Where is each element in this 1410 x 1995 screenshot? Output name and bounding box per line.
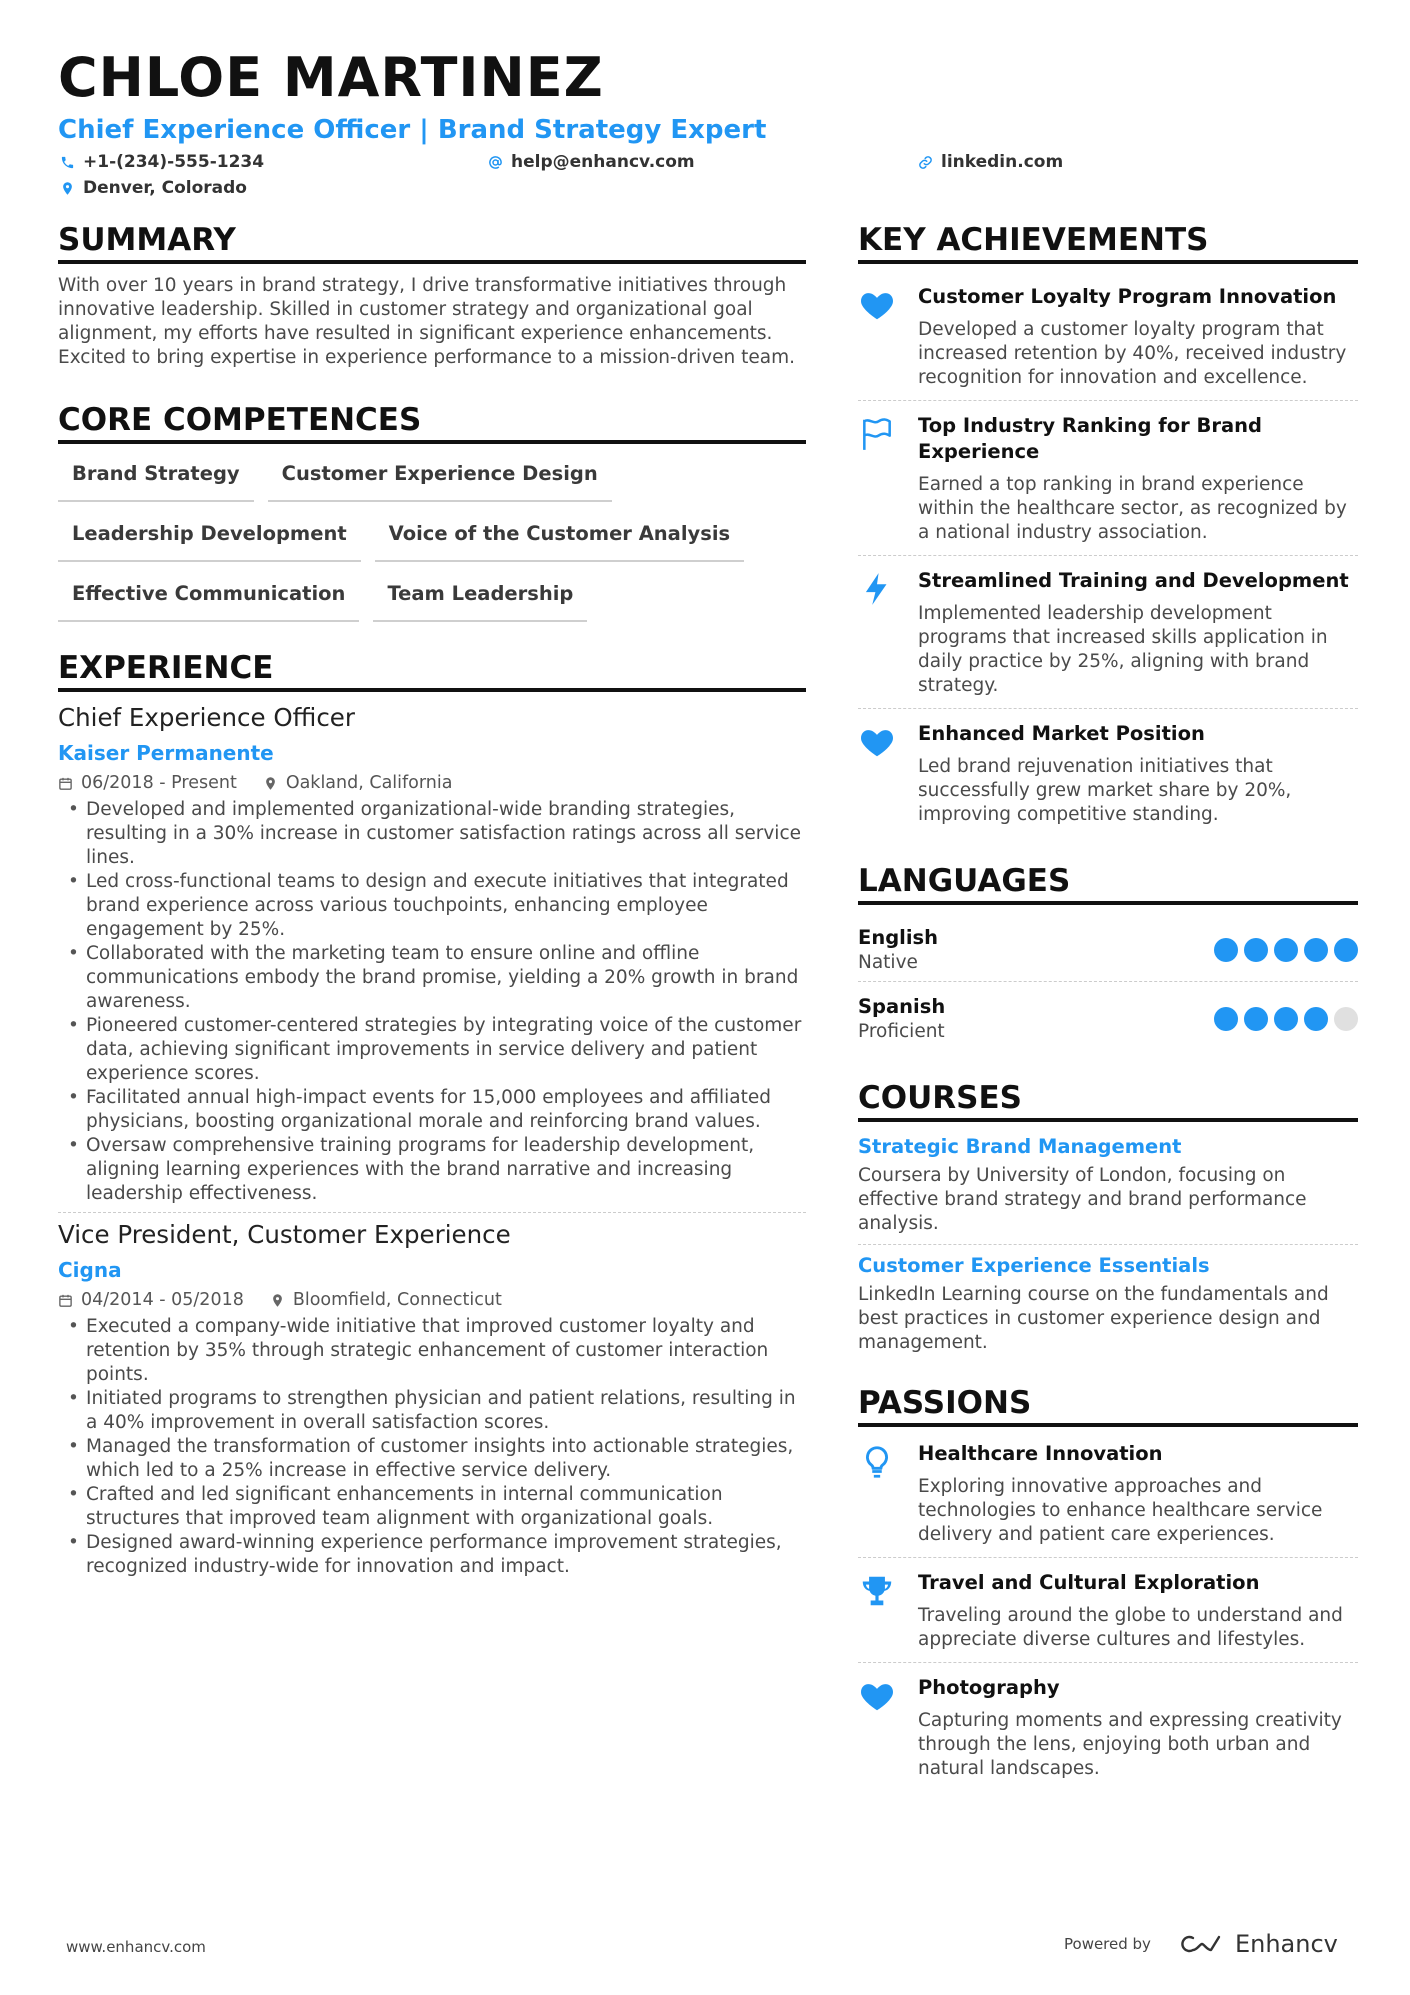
divider	[858, 1244, 1358, 1245]
competence-tag: Team Leadership	[373, 578, 587, 622]
language-item	[858, 915, 1358, 979]
language-rating	[1214, 1007, 1358, 1031]
heart-icon	[858, 1677, 896, 1715]
resume-header	[58, 44, 1358, 208]
passion-title: Photography	[918, 1676, 1060, 1699]
achievement-title: Top Industry Ranking for Brand Experience	[918, 414, 1262, 463]
courses-heading: COURSES	[858, 1078, 1358, 1122]
achievement-title: Enhanced Market Position	[918, 722, 1205, 745]
lightning-icon	[858, 570, 896, 608]
summary-text: With over 10 years in brand strategy, I drive transformative initiatives through innovative leadership. Skilled in customer strategy and organizational goal alignment, my efforts have resulted in significant experience enhancements. Excited to bring expertise in experience performance to a mission-driven team.	[58, 275, 795, 368]
job-bullet: • Designed award-winning experience performance improvement strategies, recognized industry-wide for innovation and impact.	[58, 1531, 806, 1579]
passion-title: Travel and Cultural Exploration	[918, 1571, 1260, 1594]
achievement-title: Customer Loyalty Program Innovation	[918, 285, 1337, 308]
passion-item	[858, 1437, 1358, 1555]
right-column	[858, 220, 1358, 1789]
passion-desc: Traveling around the globe to understand and appreciate diverse cultures and lifestyles.	[918, 1605, 1343, 1650]
contact-email[interactable]	[488, 152, 695, 172]
job-bullet: • Developed and implemented organizational-wide branding strategies, resulting in a 30% increase in customer satisfaction ratings across all service lines.	[58, 798, 806, 870]
location-pin-icon	[263, 776, 278, 791]
at-icon	[488, 155, 503, 170]
course-desc: LinkedIn Learning course on the fundamentals and best practices in customer experience design and management.	[858, 1284, 1329, 1353]
job-bullet: • Initiated programs to strengthen physician and patient relations, resulting in a 40% improvement in overall satisfaction scores.	[58, 1387, 806, 1435]
achievement-desc: Developed a customer loyalty program that increased retention by 40%, received industry recognition for innovation and excellence.	[918, 319, 1347, 388]
contact-location	[60, 178, 247, 198]
job-bullets	[58, 1315, 806, 1579]
achievements-heading: KEY ACHIEVEMENTS	[858, 220, 1358, 264]
job-location: Bloomfield, Connecticut	[292, 1290, 502, 1310]
link-icon	[918, 155, 933, 170]
course-item	[858, 1253, 1358, 1355]
company-name[interactable]: Cigna	[58, 1258, 122, 1282]
rating-dot-filled	[1244, 1007, 1268, 1031]
email-text: help@enhancv.com	[511, 152, 695, 172]
contact-linkedin[interactable]	[918, 152, 1063, 172]
brand-name: Enhancv	[1234, 1930, 1338, 1958]
footer	[0, 1930, 1410, 1970]
language-name: English	[858, 926, 939, 949]
divider	[58, 1212, 806, 1213]
job-bullet: • Facilitated annual high-impact events for 15,000 employees and affiliated physicians, boosting organizational morale and reinforcing brand values.	[58, 1086, 806, 1134]
competence-tag: Leadership Development	[58, 518, 361, 562]
competence-tag: Brand Strategy	[58, 458, 254, 502]
job-bullet: • Crafted and led significant enhancements in internal communication structures that improved team alignment with organizational goals.	[58, 1483, 806, 1531]
languages-heading: LANGUAGES	[858, 861, 1358, 905]
job-title: Vice President, Customer Experience	[58, 1220, 511, 1249]
footer-branding	[1064, 1930, 1338, 1958]
course-item	[858, 1132, 1358, 1236]
passion-title: Healthcare Innovation	[918, 1442, 1163, 1465]
achievement-item	[858, 274, 1358, 398]
linkedin-text: linkedin.com	[941, 152, 1064, 172]
passion-item	[858, 1665, 1358, 1789]
phone-icon	[60, 155, 75, 170]
job-bullet: • Led cross-functional teams to design and execute initiatives that integrated brand experience across various touchpoints, enhancing employee engagement by 25%.	[58, 870, 806, 942]
rating-dot-filled	[1334, 938, 1358, 962]
course-desc: Coursera by University of London, focusing on effective brand strategy and brand performance analysis.	[858, 1165, 1307, 1234]
experience-heading: EXPERIENCE	[58, 648, 806, 692]
competence-tag: Effective Communication	[58, 578, 359, 622]
left-column	[58, 220, 806, 1579]
rating-dot-filled	[1304, 938, 1328, 962]
location-text: Denver, Colorado	[83, 178, 247, 198]
job-location: Oakland, California	[285, 773, 453, 793]
language-level: Proficient	[858, 1021, 945, 1042]
achievement-desc: Led brand rejuvenation initiatives that successfully grew market share by 20%, improving competitive standing.	[918, 756, 1292, 825]
location-pin-icon	[60, 181, 75, 196]
job-dates: 04/2014 - 05/2018	[81, 1290, 244, 1310]
passions-heading: PASSIONS	[858, 1383, 1358, 1427]
job-dates: 06/2018 - Present	[81, 773, 237, 793]
flag-icon	[858, 415, 896, 453]
location-pin-icon	[270, 1293, 285, 1308]
competence-tag: Customer Experience Design	[268, 458, 612, 502]
calendar-icon	[58, 776, 73, 791]
language-name: Spanish	[858, 995, 946, 1018]
job-bullet: • Collaborated with the marketing team to ensure online and offline communications embody the brand promise, yielding a 20% growth in brand awareness.	[58, 942, 806, 1014]
achievement-item	[858, 403, 1358, 553]
divider	[858, 981, 1358, 982]
passion-desc: Capturing moments and expressing creativity through the lens, enjoying both urban and natural landscapes.	[918, 1710, 1342, 1779]
achievement-item	[858, 558, 1358, 706]
rating-dot-filled	[1244, 938, 1268, 962]
competences-list	[58, 458, 806, 638]
course-title[interactable]: Strategic Brand Management	[858, 1135, 1182, 1158]
divider	[858, 1662, 1358, 1663]
calendar-icon	[58, 1293, 73, 1308]
footer-website[interactable]: www.enhancv.com	[66, 1938, 206, 1956]
achievement-desc: Implemented leadership development programs that increased skills application in daily practice by 25%, aligning with brand strategy.	[918, 603, 1328, 696]
job-title: Chief Experience Officer	[58, 703, 355, 732]
rating-dot-filled	[1274, 938, 1298, 962]
competence-tag: Voice of the Customer Analysis	[375, 518, 744, 562]
language-rating	[1214, 938, 1358, 962]
heart-icon	[858, 723, 896, 761]
heart-icon	[858, 286, 896, 324]
job-bullet: • Pioneered customer-centered strategies by integrating voice of the customer data, achieving significant improvements in service delivery and patient experience scores.	[58, 1014, 806, 1086]
candidate-title: Chief Experience Officer | Brand Strategy Expert	[58, 115, 767, 145]
rating-dot-empty	[1334, 1007, 1358, 1031]
achievement-desc: Earned a top ranking in brand experience within the healthcare sector, as recognized by a national industry association.	[918, 474, 1347, 543]
experience-entry	[58, 702, 806, 1206]
trophy-icon	[858, 1572, 896, 1610]
achievement-item	[858, 711, 1358, 835]
language-level: Native	[858, 952, 918, 973]
enhancv-logo-icon	[1179, 1932, 1225, 1956]
contact-phone[interactable]	[60, 152, 264, 172]
divider	[858, 555, 1358, 556]
divider	[858, 708, 1358, 709]
company-name[interactable]: Kaiser Permanente	[58, 741, 274, 765]
rating-dot-filled	[1214, 938, 1238, 962]
enhancv-logo[interactable]	[1179, 1930, 1338, 1958]
job-meta	[58, 1287, 806, 1313]
candidate-name: CHLOE MARTINEZ	[58, 46, 604, 109]
divider	[858, 1557, 1358, 1558]
passion-item	[858, 1560, 1358, 1660]
phone-text: +1-(234)-555-1234	[83, 152, 265, 172]
job-bullets	[58, 798, 806, 1206]
competences-heading: CORE COMPETENCES	[58, 400, 806, 444]
achievement-title: Streamlined Training and Development	[918, 569, 1349, 592]
job-bullet: • Executed a company-wide initiative that improved customer loyalty and retention by 35% through strategic enhancement of customer interaction points.	[58, 1315, 806, 1387]
powered-by-text: Powered by	[1064, 1935, 1151, 1953]
rating-dot-filled	[1274, 1007, 1298, 1031]
divider	[858, 400, 1358, 401]
experience-entry	[58, 1219, 806, 1579]
rating-dot-filled	[1304, 1007, 1328, 1031]
job-bullet: • Oversaw comprehensive training programs for leadership development, aligning learning experiences with the brand narrative and increasing leadership effectiveness.	[58, 1134, 806, 1206]
rating-dot-filled	[1214, 1007, 1238, 1031]
course-title[interactable]: Customer Experience Essentials	[858, 1254, 1210, 1277]
passion-desc: Exploring innovative approaches and technologies to enhance healthcare service delivery and patient care experiences.	[918, 1476, 1323, 1545]
job-meta	[58, 770, 806, 796]
lightbulb-icon	[858, 1443, 896, 1481]
job-bullet: • Managed the transformation of customer insights into actionable strategies, which led to a 25% increase in effective service delivery.	[58, 1435, 806, 1483]
summary-heading: SUMMARY	[58, 220, 806, 264]
language-item	[858, 984, 1358, 1048]
contact-info	[58, 152, 1358, 208]
